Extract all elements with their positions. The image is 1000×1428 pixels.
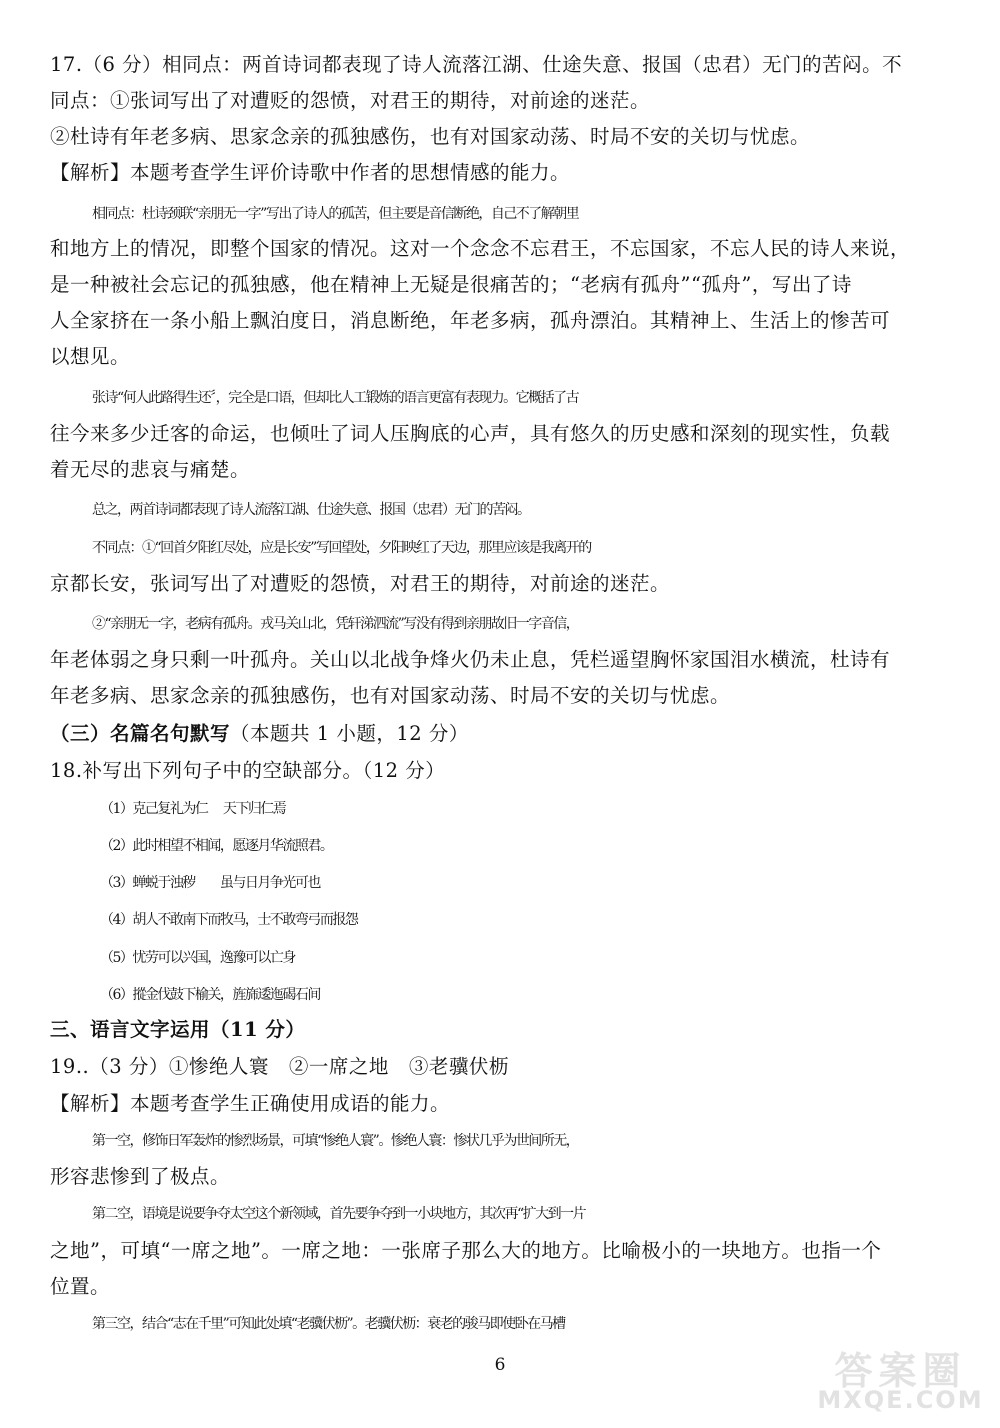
q19-analysis-label: 【解析】本题考查学生正确使用成语的能力。 xyxy=(50,1092,451,1115)
q18-answer-item: （5）忧劳可以兴国，逸豫可以亡身 xyxy=(100,950,295,966)
q19-answer: 19..（3 分）①惨绝人寰 ②一席之地 ③老骥伏枥 xyxy=(50,1055,509,1078)
q17-analysis-label: 【解析】本题考查学生评价诗歌中作者的思想情感的能力。 xyxy=(50,161,571,184)
paragraph-line: 年老体弱之身只剩一叶孤舟。关山以北战争烽火仍未止息，凭栏遥望胸怀家国泪水横流，杜诗有 xyxy=(50,648,891,671)
paragraph-line: 第二空，语境是说要争夺太空这个新领域，首先要争夺到一小块地方，其次再“扩大到一片 xyxy=(92,1206,586,1222)
q18-answer-item: （1）克己复礼为仁 天下归仁焉 xyxy=(100,801,286,817)
q18-answer-item: （6）摐金伐鼓下榆关，旌旆逶迤碣石间 xyxy=(100,987,320,1003)
paragraph-line: 京都长安，张词写出了对遭贬的怨愤，对君王的期待，对前途的迷茫。 xyxy=(50,572,671,595)
paragraph-line: 相同点：杜诗颈联“亲朋无一字”写出了诗人的孤苦，但主要是音信断绝，自己不了解朝里 xyxy=(92,206,579,222)
watermark-url: MXQE.COM xyxy=(817,1386,984,1414)
watermark-logo xyxy=(808,1340,993,1422)
paragraph-line: 不同点：①“回首夕阳红尽处，应是长安”写回望处，夕阳映红了天边，那里应该是我离开的 xyxy=(92,540,591,556)
part-heading: 三、语言文字运用（11 分） xyxy=(50,1018,306,1041)
paragraph-line: 和地方上的情况，即整个国家的情况。这对一个念念不忘君王，不忘国家，不忘人民的诗人来说， xyxy=(50,237,911,260)
paragraph-line: 总之，两首诗词都表现了诗人流落江湖、仕途失意、报国（忠君）无门的苦闷。 xyxy=(92,502,530,518)
paragraph-line: 年老多病、思家念亲的孤独感伤，也有对国家动荡、时局不安的关切与忧虑。 xyxy=(50,684,731,707)
paragraph-line: 位置。 xyxy=(50,1275,111,1298)
paragraph-line: 是一种被社会忘记的孤独感，他在精神上无疑是很痛苦的；“老病有孤舟”“孤舟”，写出了诗 xyxy=(50,273,852,296)
paragraph-line: 往今来多少迁客的命运，也倾吐了词人压胸底的心声，具有悠久的历史感和深刻的现实性，负载 xyxy=(50,422,891,445)
paragraph-line: 着无尽的悲哀与痛楚。 xyxy=(50,458,251,481)
section-title: （三）名篇名句默写 xyxy=(50,722,231,745)
watermark-logo-text: 答案圈 xyxy=(834,1349,967,1393)
paragraph-line: 张诗“何人此路得生还〞，完全是口语，但却比人工锻炼的语言更富有表现力。它概括了古 xyxy=(92,390,579,406)
q17-answer-line-3: ②杜诗有年老多病、思家念亲的孤独感伤，也有对国家动荡、时局不安的关切与忧虑。 xyxy=(50,125,811,148)
paragraph-line: 之地”，可填“一席之地”。一席之地：一张席子那么大的地方。比喻极小的一块地方。也指一个 xyxy=(50,1239,882,1262)
paragraph-line: 第三空，结合“志在千里”可知此处填“老骥伏枥”。老骥伏枥：衰老的骏马即使卧在马槽 xyxy=(92,1316,565,1332)
paragraph-line: 形容悲惨到了极点。 xyxy=(50,1165,231,1188)
section-note: （本题共 1 小题，12 分） xyxy=(230,722,469,745)
q18-answer-item: （2）此时相望不相闻，愿逐月华流照君。 xyxy=(100,838,333,854)
q17-answer-line-1: 17.（6 分）相同点：两首诗词都表现了诗人流落江湖、仕途失意、报国（忠君）无门的苦闷。不 xyxy=(50,53,903,76)
paragraph-line: ②“亲朋无一字，老病有孤舟。戎马关山北，凭轩涕泗流”写没有得到亲朋故旧一字音信， xyxy=(92,616,579,632)
paragraph-line: 人全家挤在一条小船上飘泊度日，消息断绝，年老多病，孤舟漂泊。其精神上、生活上的惨苦可 xyxy=(50,309,891,332)
paragraph-line: 第一空，修饰日军轰炸的惨烈场景，可填“惨绝人寰”。惨绝人寰：惨状几乎为世间所无， xyxy=(92,1133,579,1149)
section-heading xyxy=(50,719,960,749)
q18-answer-item: （3）蝉蜕于浊秽 虽与日月争光可也 xyxy=(100,875,320,891)
page-number: 6 xyxy=(494,1355,506,1375)
q18-answer-item: （4）胡人不敢南下而牧马，士不敢弯弓而报怨 xyxy=(100,912,358,928)
q17-answer-line-2: 同点：①张词写出了对遭贬的怨愤，对君王的期待，对前途的迷茫。 xyxy=(50,89,651,112)
paragraph-line: 以想见。 xyxy=(50,345,131,368)
q18-stem: 18.补写出下列句子中的空缺部分。（12 分） xyxy=(50,759,446,782)
